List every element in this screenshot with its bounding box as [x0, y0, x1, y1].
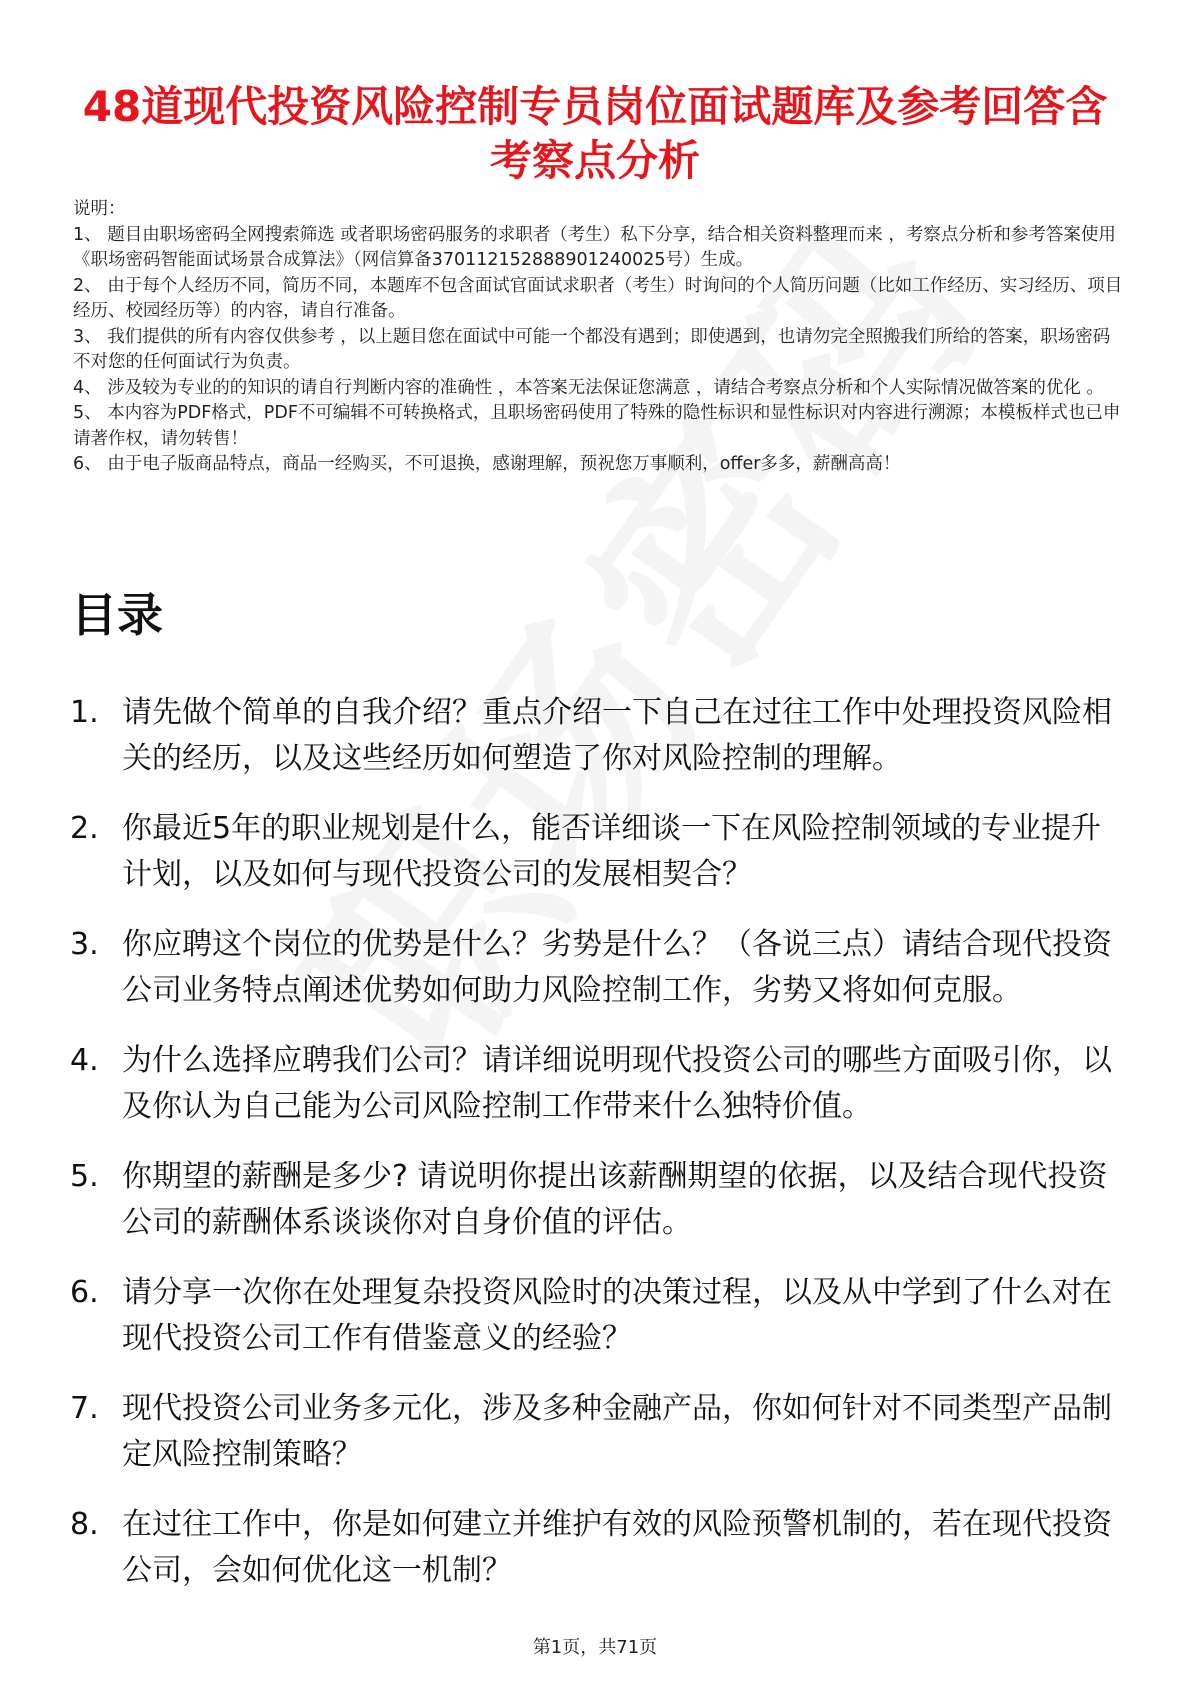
question-text: 请分享一次你在处理复杂投资风险时的决策过程，以及从中学到了什么对在现代投资公司工作有借鉴意义的经验？ — [122, 1275, 1112, 1356]
question-text: 为什么选择应聘我们公司？请详细说明现代投资公司的哪些方面吸引你，以及你认为自己能为公司风险控制工作带来什么独特价值。 — [122, 1043, 1112, 1124]
question-number: 8. — [70, 1507, 99, 1542]
question-text: 在过往工作中，你是如何建立并维护有效的风险预警机制的，若在现代投资公司，会如何优化这一机制？ — [122, 1507, 1112, 1588]
question-number: 6. — [70, 1275, 99, 1310]
note-item: 1、 题目由职场密码全网搜索筛选 或者职场密码服务的求职者（考生）私下分享，结合相关资料整理而来 ，考察点分析和参考答案使用《职场密码智能面试场景合成算法》（网信算备370112152888901240025号）生成。 — [73, 224, 1116, 270]
question-number: 2. — [70, 811, 99, 846]
question-item[interactable] — [70, 806, 1130, 897]
question-text: 你期望的薪酬是多少? 请说明你提出该薪酬期望的依据，以及结合现代投资公司的薪酬体系谈谈你对自身价值的评估。 — [122, 1159, 1108, 1240]
page-footer: 第1页，共71页 — [532, 1637, 658, 1658]
question-text: 你最近5年的职业规划是什么，能否详细谈一下在风险控制领域的专业提升计划，以及如何与现代投资公司的发展相契合？ — [122, 811, 1102, 892]
note-item: 2、 由于每个人经历不同，简历不同，本题库不包含面试官面试求职者（考生）时询问的个人简历问题（比如工作经历、实习经历、项目经历、校园经历等）的内容，请自行准备。 — [73, 275, 1123, 321]
question-text: 请先做个简单的自我介绍？重点介绍一下自己在过往工作中处理投资风险相关的经历，以及这些经历如何塑造了你对风险控制的理解。 — [122, 695, 1112, 776]
question-number: 4. — [70, 1043, 99, 1078]
toc-heading: 目录 — [71, 588, 163, 642]
question-number: 7. — [70, 1391, 99, 1426]
question-list — [70, 690, 1130, 1618]
page-title: 48道现代投资风险控制专员岗位面试题库及参考回答含考察点分析 — [82, 82, 1108, 186]
notes-section — [73, 197, 1123, 478]
question-item[interactable] — [70, 1038, 1130, 1129]
note-item: 3、 我们提供的所有内容仅供参考 ，以上题目您在面试中可能一个都没有遇到；即使遇到，也请勿完全照搬我们所给的答案，职场密码不对您的任何面试行为负责。 — [73, 326, 1111, 372]
question-item[interactable] — [70, 1154, 1130, 1245]
question-item[interactable] — [70, 1270, 1130, 1361]
question-text: 你应聘这个岗位的优势是什么？劣势是什么？（各说三点）请结合现代投资公司业务特点阐述优势如何助力风险控制工作，劣势又将如何克服。 — [122, 927, 1112, 1008]
question-number: 5. — [70, 1159, 99, 1194]
question-number: 1. — [70, 695, 99, 730]
note-item: 5、 本内容为PDF格式，PDF不可编辑不可转换格式，且职场密码使用了特殊的隐性标识和显性标识对内容进行溯源；本模板样式也已申请著作权，请勿转售！ — [73, 403, 1121, 449]
question-text: 现代投资公司业务多元化，涉及多种金融产品，你如何针对不同类型产品制定风险控制策略？ — [122, 1391, 1112, 1472]
question-item[interactable] — [70, 1386, 1130, 1477]
question-item[interactable] — [70, 690, 1130, 781]
question-item[interactable] — [70, 922, 1130, 1013]
question-item[interactable] — [70, 1502, 1130, 1593]
notes-label: 说明： — [73, 199, 126, 219]
note-item: 4、 涉及较为专业的的知识的请自行判断内容的准确性 ，本答案无法保证您满意 ，请结合考察点分析和个人实际情况做答案的优化 。 — [73, 377, 1104, 398]
question-number: 3. — [70, 927, 99, 962]
note-item: 6、 由于电子版商品特点，商品一经购买，不可退换，感谢理解，预祝您万事顺利，offer多多，薪酬高高！ — [73, 454, 901, 474]
